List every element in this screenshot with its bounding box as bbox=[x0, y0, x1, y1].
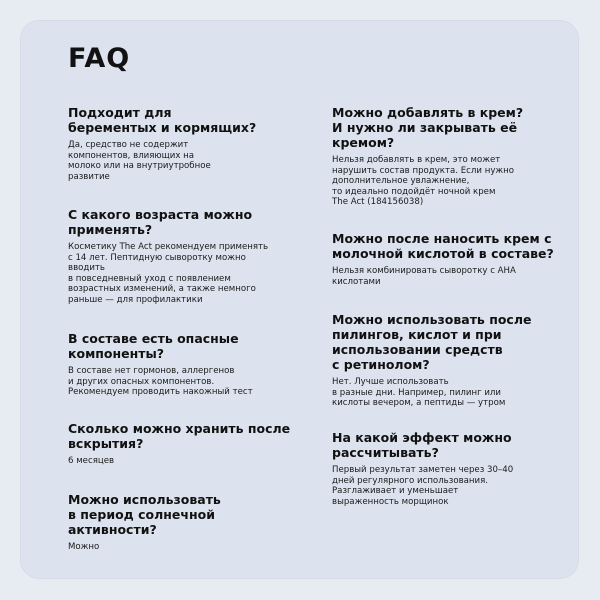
faq-question: Сколько можно хранить после вскрытия? bbox=[68, 421, 291, 451]
faq-question: Можно добавлять в крем? И нужно ли закрывать её кремом? bbox=[332, 105, 524, 150]
faq-answer: Нельзя добавлять в крем, это может нарушить состав продукта. Если нужно дополнительное увлажнение, то идеально подойдёт ночной крем The Act (184156038) bbox=[332, 155, 515, 207]
faq-question: Можно использовать в период солнечной активности? bbox=[68, 492, 221, 537]
faq-answer: Да, средство не содержит компонентов, влияющих на молоко или на внутриутробное развитие bbox=[68, 140, 211, 182]
faq-card bbox=[21, 21, 578, 578]
faq-answer: Косметику The Act рекомендуем применять с 14 лет. Пептидную сыворотку можно вводить в повседневный уход с появлением возрастных изменений, а также немного раньше — для профилактики bbox=[68, 242, 269, 305]
faq-item-pregnancy bbox=[68, 105, 298, 182]
faq-item-effect bbox=[332, 430, 557, 507]
faq-question: Можно после наносить крем с молочной кислотой в составе? bbox=[332, 231, 554, 261]
faq-item-peeling bbox=[332, 312, 557, 409]
faq-item-safety bbox=[68, 331, 298, 398]
faq-item-age bbox=[68, 207, 298, 305]
faq-question: С какого возраста можно применять? bbox=[68, 207, 253, 237]
faq-question: В составе есть опасные компоненты? bbox=[68, 331, 239, 361]
faq-item-cream bbox=[332, 105, 557, 208]
faq-item-storage bbox=[68, 421, 298, 467]
faq-answer: 6 месяцев bbox=[68, 456, 115, 466]
faq-question: Можно использовать после пилингов, кислот и при использовании средств с ретинолом? bbox=[332, 312, 532, 372]
faq-answer: В составе нет гормонов, аллергенов и других опасных компонентов. Рекомендуем проводить накожный тест bbox=[68, 366, 253, 397]
faq-answer: Нет. Лучше использовать в разные дни. Например, пилинг или кислоты вечером, а пептиды — утром bbox=[332, 377, 506, 408]
faq-question: На какой эффект можно рассчитывать? bbox=[332, 430, 512, 460]
page-title: FAQ bbox=[68, 43, 131, 74]
faq-question: Подходит для берементых и кормящих? bbox=[68, 105, 257, 135]
faq-item-sun bbox=[68, 492, 298, 553]
faq-answer: Можно bbox=[68, 542, 100, 552]
faq-answer: Первый результат заметен через 30–40 дней регулярного использования. Разглаживает и уменьшает выраженность морщинок bbox=[332, 465, 514, 507]
faq-item-lactic-acid bbox=[332, 231, 557, 287]
faq-answer: Нельзя комбинировать сыворотку с АНА кислотами bbox=[332, 266, 516, 287]
